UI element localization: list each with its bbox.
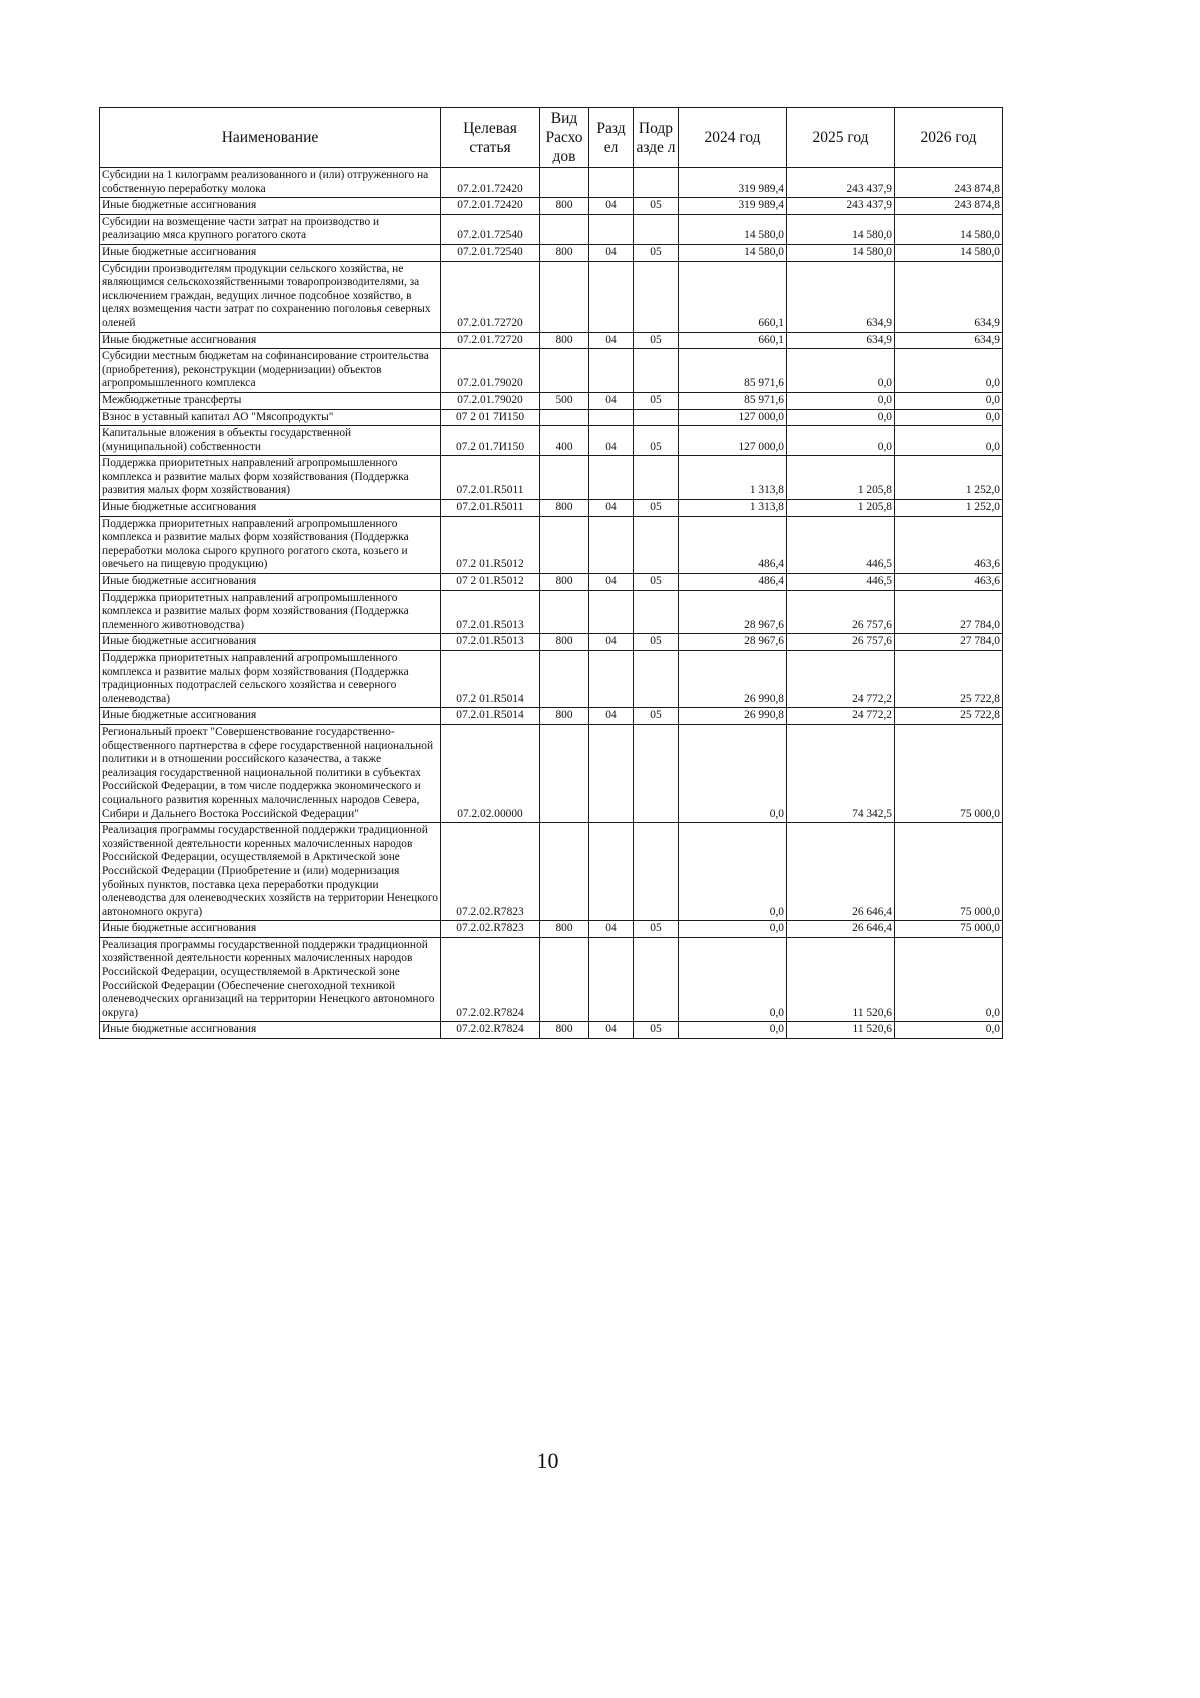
- table-row: [100, 921, 1003, 938]
- cell-2025: 26 757,6: [787, 590, 895, 634]
- cell-code: 07 2 01.R5012: [441, 574, 540, 591]
- cell-2024: 319 989,4: [679, 168, 787, 198]
- table-row: [100, 574, 1003, 591]
- cell-2024: 660,1: [679, 261, 787, 332]
- cell-2024: 0,0: [679, 724, 787, 822]
- cell-code: 07.2.01.72720: [441, 332, 540, 349]
- cell-2026: 0,0: [895, 409, 1003, 426]
- cell-vid: [540, 456, 589, 500]
- cell-2025: 0,0: [787, 349, 895, 393]
- cell-2026: 463,6: [895, 574, 1003, 591]
- cell-razd: [589, 823, 634, 921]
- cell-vid: [540, 590, 589, 634]
- cell-2025: 26 646,4: [787, 823, 895, 921]
- cell-code: 07.2.02.R7823: [441, 823, 540, 921]
- cell-name: Иные бюджетные ассигнования: [100, 244, 441, 261]
- header-podr: Подр азде л: [634, 108, 679, 168]
- cell-vid: [540, 349, 589, 393]
- cell-2025: 1 205,8: [787, 456, 895, 500]
- cell-code: 07.2.02.00000: [441, 724, 540, 822]
- cell-vid: [540, 937, 589, 1022]
- cell-name: Региональный проект "Совершенствование государственно-общественного партнерства в сфере государственной национальной политики и в отношении российского казачества, а также реализация государственной национальной политики в субъектах Российской Федерации, в том числе поддержка экономического и социального развития коренных малочисленных народов Севера, Сибири и Дальнего Востока Российской Федерации": [100, 724, 441, 822]
- cell-vid: 800: [540, 1022, 589, 1039]
- cell-vid: 800: [540, 634, 589, 651]
- cell-podr: [634, 937, 679, 1022]
- cell-code: 07.2.01.72720: [441, 261, 540, 332]
- cell-code: 07.2.01.R5011: [441, 500, 540, 517]
- cell-podr: 05: [634, 1022, 679, 1039]
- cell-razd: 04: [589, 921, 634, 938]
- header-2026: 2026 год: [895, 108, 1003, 168]
- cell-vid: [540, 409, 589, 426]
- cell-name: Реализация программы государственной поддержки традиционной хозяйственной деятельности коренных малочисленных народов Российской Федерации, осуществляемой в Арктической зоне Российской Федерации (Обеспечение снегоходной техникой оленеводческих организаций на территории Ненецкого автономного округа): [100, 937, 441, 1022]
- cell-razd: [589, 261, 634, 332]
- cell-podr: [634, 409, 679, 426]
- cell-code: 07.2.01.72540: [441, 244, 540, 261]
- cell-podr: 05: [634, 634, 679, 651]
- cell-razd: [589, 590, 634, 634]
- table-row: [100, 1022, 1003, 1039]
- cell-2024: 1 313,8: [679, 456, 787, 500]
- cell-2024: 0,0: [679, 823, 787, 921]
- cell-name: Иные бюджетные ассигнования: [100, 634, 441, 651]
- cell-2024: 28 967,6: [679, 590, 787, 634]
- cell-code: 07.2.01.79020: [441, 349, 540, 393]
- cell-name: Реализация программы государственной поддержки традиционной хозяйственной деятельности коренных малочисленных народов Российской Федерации, осуществляемой в Арктической зоне Российской Федерации (Приобретение и (или) модернизация убойных пунктов, поставка цеха переработки продукции оленеводства для оленеводческих хозяйств на территории Ненецкого автономного округа): [100, 823, 441, 921]
- cell-vid: 400: [540, 426, 589, 456]
- cell-code: 07.2.01.72420: [441, 198, 540, 215]
- table-row: [100, 198, 1003, 215]
- cell-vid: 800: [540, 198, 589, 215]
- cell-code: 07.2 01.R5014: [441, 651, 540, 708]
- cell-2025: 24 772,2: [787, 651, 895, 708]
- cell-name: Субсидии на 1 килограмм реализованного и (или) отгруженного на собственную переработку молока: [100, 168, 441, 198]
- cell-podr: [634, 724, 679, 822]
- cell-name: Субсидии производителям продукции сельского хозяйства, не являющимся сельскохозяйственными товаропроизводителями, за исключением граждан, ведущих личное подсобное хозяйство, в целях возмещения части затрат по сохранению поголовья северных оленей: [100, 261, 441, 332]
- cell-2025: 74 342,5: [787, 724, 895, 822]
- cell-podr: 05: [634, 426, 679, 456]
- header-name: Наименование: [100, 108, 441, 168]
- cell-2026: 75 000,0: [895, 823, 1003, 921]
- cell-2024: 0,0: [679, 921, 787, 938]
- cell-name: Поддержка приоритетных направлений агропромышленного комплекса и развитие малых форм хозяйствования (Поддержка развития малых форм хозяйствования): [100, 456, 441, 500]
- header-vid: Вид Расхо дов: [540, 108, 589, 168]
- cell-2024: 1 313,8: [679, 500, 787, 517]
- cell-razd: [589, 724, 634, 822]
- cell-name: Межбюджетные трансферты: [100, 392, 441, 409]
- cell-2024: 127 000,0: [679, 426, 787, 456]
- cell-razd: [589, 214, 634, 244]
- cell-podr: [634, 590, 679, 634]
- table-row: [100, 392, 1003, 409]
- table-row: [100, 651, 1003, 708]
- cell-2026: 75 000,0: [895, 921, 1003, 938]
- cell-2026: 0,0: [895, 392, 1003, 409]
- table-header-row: [100, 108, 1003, 168]
- cell-2024: 486,4: [679, 574, 787, 591]
- cell-razd: 04: [589, 1022, 634, 1039]
- cell-podr: [634, 168, 679, 198]
- cell-name: Капитальные вложения в объекты государственной (муниципальной) собственности: [100, 426, 441, 456]
- budget-table: [99, 107, 1003, 1039]
- table-row: [100, 244, 1003, 261]
- cell-2025: 243 437,9: [787, 168, 895, 198]
- cell-code: 07 2 01 7И150: [441, 409, 540, 426]
- cell-2024: 0,0: [679, 1022, 787, 1039]
- cell-2025: 14 580,0: [787, 244, 895, 261]
- cell-2026: 75 000,0: [895, 724, 1003, 822]
- header-2025: 2025 год: [787, 108, 895, 168]
- cell-2026: 0,0: [895, 937, 1003, 1022]
- cell-vid: [540, 823, 589, 921]
- cell-podr: 05: [634, 392, 679, 409]
- cell-razd: 04: [589, 392, 634, 409]
- cell-name: Иные бюджетные ассигнования: [100, 332, 441, 349]
- cell-vid: 800: [540, 244, 589, 261]
- cell-podr: [634, 651, 679, 708]
- cell-podr: [634, 214, 679, 244]
- cell-razd: 04: [589, 634, 634, 651]
- table-row: [100, 426, 1003, 456]
- cell-vid: [540, 724, 589, 822]
- cell-2026: 0,0: [895, 349, 1003, 393]
- cell-2025: 0,0: [787, 409, 895, 426]
- cell-name: Иные бюджетные ассигнования: [100, 921, 441, 938]
- cell-razd: [589, 516, 634, 573]
- header-code: Целевая статья: [441, 108, 540, 168]
- cell-2024: 660,1: [679, 332, 787, 349]
- cell-2024: 26 990,8: [679, 651, 787, 708]
- cell-podr: [634, 456, 679, 500]
- cell-name: Поддержка приоритетных направлений агропромышленного комплекса и развитие малых форм хозяйствования (Поддержка переработки молока сырого крупного рогатого скота, козьего и овечьего на пищевую продукцию): [100, 516, 441, 573]
- cell-code: 07.2.02.R7823: [441, 921, 540, 938]
- cell-razd: 04: [589, 332, 634, 349]
- cell-name: Субсидии на возмещение части затрат на производство и реализацию мяса крупного рогатого скота: [100, 214, 441, 244]
- cell-name: Субсидии местным бюджетам на софинансирование строительства (приобретения), реконструкции (модернизации) объектов агропромышленного комплекса: [100, 349, 441, 393]
- cell-vid: [540, 168, 589, 198]
- cell-name: Поддержка приоритетных направлений агропромышленного комплекса и развитие малых форм хозяйствования (Поддержка традиционных подотраслей сельского хозяйства и северного оленеводства): [100, 651, 441, 708]
- cell-2025: 446,5: [787, 516, 895, 573]
- cell-code: 07.2.01.72420: [441, 168, 540, 198]
- cell-2025: 0,0: [787, 426, 895, 456]
- cell-2024: 127 000,0: [679, 409, 787, 426]
- cell-name: Иные бюджетные ассигнования: [100, 500, 441, 517]
- cell-2025: 634,9: [787, 332, 895, 349]
- cell-name: Иные бюджетные ассигнования: [100, 574, 441, 591]
- cell-razd: 04: [589, 198, 634, 215]
- cell-razd: [589, 168, 634, 198]
- table-row: [100, 456, 1003, 500]
- cell-vid: 800: [540, 574, 589, 591]
- cell-code: 07.2.01.72540: [441, 214, 540, 244]
- table-row: [100, 409, 1003, 426]
- cell-code: 07.2.02.R7824: [441, 1022, 540, 1039]
- cell-razd: [589, 349, 634, 393]
- cell-2024: 486,4: [679, 516, 787, 573]
- cell-2025: 0,0: [787, 392, 895, 409]
- header-razd: Разд ел: [589, 108, 634, 168]
- cell-2025: 26 646,4: [787, 921, 895, 938]
- cell-2026: 14 580,0: [895, 244, 1003, 261]
- page-number: 10: [536, 1448, 559, 1473]
- cell-name: Иные бюджетные ассигнования: [100, 1022, 441, 1039]
- cell-2024: 26 990,8: [679, 708, 787, 725]
- cell-razd: 04: [589, 426, 634, 456]
- header-2024: 2024 год: [679, 108, 787, 168]
- cell-2026: 463,6: [895, 516, 1003, 573]
- cell-vid: 800: [540, 921, 589, 938]
- table-row: [100, 168, 1003, 198]
- cell-2024: 0,0: [679, 937, 787, 1022]
- cell-code: 07.2.01.R5013: [441, 590, 540, 634]
- cell-2026: 25 722,8: [895, 651, 1003, 708]
- table-row: [100, 214, 1003, 244]
- cell-razd: 04: [589, 574, 634, 591]
- cell-2025: 11 520,6: [787, 937, 895, 1022]
- table-row: [100, 634, 1003, 651]
- table-row: [100, 937, 1003, 1022]
- cell-2026: 1 252,0: [895, 500, 1003, 517]
- cell-podr: [634, 261, 679, 332]
- cell-code: 07.2.01.R5014: [441, 708, 540, 725]
- cell-podr: [634, 823, 679, 921]
- cell-razd: [589, 937, 634, 1022]
- table-row: [100, 823, 1003, 921]
- cell-2026: 634,9: [895, 261, 1003, 332]
- cell-2025: 243 437,9: [787, 198, 895, 215]
- cell-2024: 14 580,0: [679, 214, 787, 244]
- cell-2025: 14 580,0: [787, 214, 895, 244]
- cell-vid: 800: [540, 500, 589, 517]
- table-row: [100, 332, 1003, 349]
- cell-2024: 14 580,0: [679, 244, 787, 261]
- cell-razd: [589, 651, 634, 708]
- cell-2026: 0,0: [895, 426, 1003, 456]
- cell-podr: 05: [634, 244, 679, 261]
- cell-2026: 27 784,0: [895, 634, 1003, 651]
- cell-2026: 27 784,0: [895, 590, 1003, 634]
- cell-2026: 243 874,8: [895, 168, 1003, 198]
- cell-2024: 85 971,6: [679, 349, 787, 393]
- cell-vid: 500: [540, 392, 589, 409]
- table-row: [100, 516, 1003, 573]
- table-body: [100, 168, 1003, 1039]
- cell-2025: 26 757,6: [787, 634, 895, 651]
- cell-name: Поддержка приоритетных направлений агропромышленного комплекса и развитие малых форм хозяйствования (Поддержка племенного животноводства): [100, 590, 441, 634]
- cell-podr: 05: [634, 198, 679, 215]
- cell-vid: 800: [540, 332, 589, 349]
- cell-2025: 1 205,8: [787, 500, 895, 517]
- cell-2025: 11 520,6: [787, 1022, 895, 1039]
- cell-2026: 1 252,0: [895, 456, 1003, 500]
- cell-2024: 319 989,4: [679, 198, 787, 215]
- cell-razd: [589, 409, 634, 426]
- cell-2026: 25 722,8: [895, 708, 1003, 725]
- table-row: [100, 708, 1003, 725]
- cell-2025: 446,5: [787, 574, 895, 591]
- cell-vid: [540, 214, 589, 244]
- table-row: [100, 500, 1003, 517]
- cell-code: 07.2.01.79020: [441, 392, 540, 409]
- cell-podr: 05: [634, 921, 679, 938]
- cell-code: 07.2.01.R5011: [441, 456, 540, 500]
- cell-2026: 634,9: [895, 332, 1003, 349]
- cell-2026: 14 580,0: [895, 214, 1003, 244]
- cell-razd: 04: [589, 244, 634, 261]
- cell-name: Иные бюджетные ассигнования: [100, 198, 441, 215]
- cell-podr: 05: [634, 332, 679, 349]
- cell-podr: 05: [634, 708, 679, 725]
- cell-2024: 28 967,6: [679, 634, 787, 651]
- cell-code: 07.2.01.R5013: [441, 634, 540, 651]
- cell-podr: [634, 349, 679, 393]
- cell-podr: 05: [634, 574, 679, 591]
- cell-2025: 634,9: [787, 261, 895, 332]
- cell-code: 07.2 01.7И150: [441, 426, 540, 456]
- cell-code: 07.2 01.R5012: [441, 516, 540, 573]
- table-row: [100, 349, 1003, 393]
- cell-2026: 243 874,8: [895, 198, 1003, 215]
- cell-2026: 0,0: [895, 1022, 1003, 1039]
- cell-podr: [634, 516, 679, 573]
- table-row: [100, 590, 1003, 634]
- cell-name: Взнос в уставный капитал АО "Мясопродукты": [100, 409, 441, 426]
- cell-vid: 800: [540, 708, 589, 725]
- table-row: [100, 724, 1003, 822]
- cell-podr: 05: [634, 500, 679, 517]
- cell-vid: [540, 261, 589, 332]
- cell-vid: [540, 651, 589, 708]
- cell-2025: 24 772,2: [787, 708, 895, 725]
- cell-vid: [540, 516, 589, 573]
- cell-razd: [589, 456, 634, 500]
- table-row: [100, 261, 1003, 332]
- cell-razd: 04: [589, 500, 634, 517]
- cell-razd: 04: [589, 708, 634, 725]
- cell-code: 07.2.02.R7824: [441, 937, 540, 1022]
- cell-2024: 85 971,6: [679, 392, 787, 409]
- cell-name: Иные бюджетные ассигнования: [100, 708, 441, 725]
